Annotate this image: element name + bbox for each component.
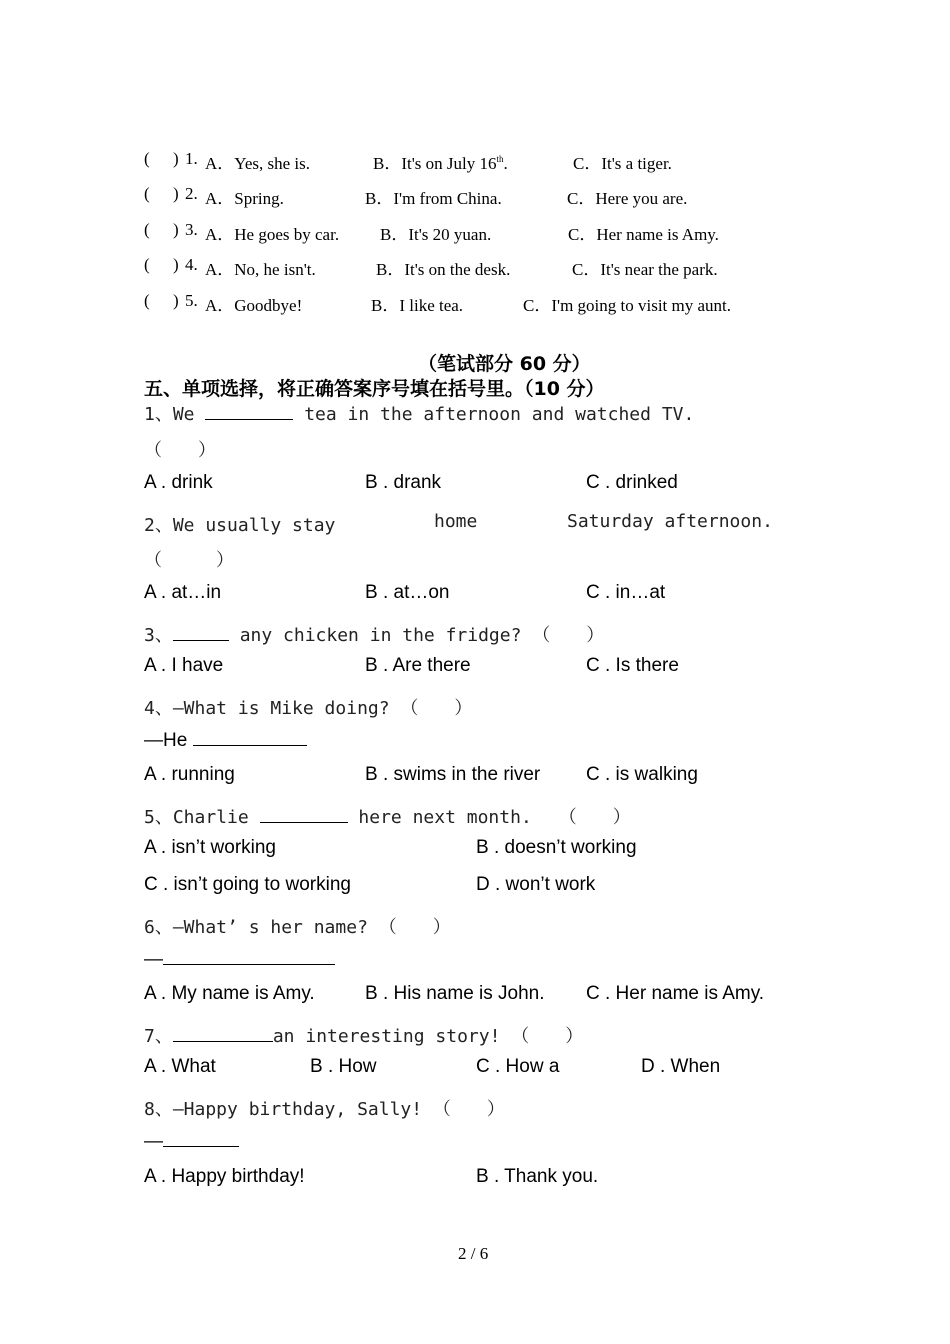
answer-paren: （ ）: [144, 440, 216, 461]
answer-paren: （ ）: [144, 550, 234, 571]
answer-blank[interactable]: [193, 729, 307, 746]
option-c: C．Here you are.: [567, 189, 688, 208]
answer-paren-close: ): [173, 291, 179, 310]
option-c: C . isn’t going to working: [144, 874, 351, 895]
option-c: C . Is there: [586, 655, 679, 676]
section-title: 五、单项选择，将正确答案序号填在括号里。（10 分）: [144, 378, 605, 400]
option-a: A . running: [144, 764, 235, 785]
answer-blank[interactable]: [173, 1025, 273, 1042]
answer-line: —: [144, 948, 335, 971]
option-b: B . His name is John.: [365, 983, 545, 1004]
option-c: C . How a: [476, 1056, 560, 1077]
written-part-header: （笔试部分 60 分）: [418, 353, 591, 375]
option-c: C . in…at: [586, 582, 666, 603]
question-number: 2.: [185, 184, 198, 203]
option-a: A . Happy birthday!: [144, 1166, 305, 1187]
option-c: C . is walking: [586, 764, 698, 785]
answer-blank[interactable]: [205, 403, 293, 420]
question-number: 1.: [185, 149, 198, 168]
answer-paren-open: (: [144, 184, 150, 203]
answer-paren-open: (: [144, 291, 150, 310]
option-c: C．Her name is Amy.: [568, 225, 719, 244]
option-d: D . When: [641, 1056, 721, 1077]
answer-paren-open: (: [144, 220, 150, 239]
option-a: A . I have: [144, 655, 224, 676]
answer-line: —He: [144, 729, 307, 752]
answer-blank[interactable]: [173, 624, 229, 641]
answer-blank[interactable]: [260, 806, 348, 823]
answer-paren-close: ): [173, 255, 179, 274]
page-number: 2 / 6: [458, 1244, 489, 1263]
option-a: A．Spring.: [205, 189, 284, 208]
answer-line: —: [144, 1130, 239, 1153]
question-text: 8、—Happy birthday, Sally! （ ）: [144, 1099, 505, 1120]
question-text: 6、—What’ s her name? （ ）: [144, 917, 451, 938]
answer-paren-open: (: [144, 149, 150, 168]
option-c: C．I'm going to visit my aunt.: [523, 296, 732, 315]
option-b: B . Are there: [365, 655, 471, 676]
option-b: B . drank: [365, 472, 442, 493]
option-b: B．It's on the desk.: [376, 260, 511, 279]
answer-blank[interactable]: [163, 948, 335, 965]
option-a: A．Goodbye!: [205, 296, 303, 315]
option-a: A . isn’t working: [144, 837, 276, 858]
option-b: B．I'm from China.: [365, 189, 502, 208]
option-a: A．He goes by car.: [205, 225, 340, 244]
option-b: B . doesn’t working: [476, 837, 637, 858]
option-c: C．It's near the park.: [572, 260, 718, 279]
option-b: B . How: [310, 1056, 377, 1077]
answer-paren-close: ): [173, 220, 179, 239]
answer-paren-close: ): [173, 184, 179, 203]
question-text-part2: home: [434, 511, 478, 532]
option-b: B．It's 20 yuan.: [380, 225, 492, 244]
question-text: 1、We tea in the afternoon and watched TV.: [144, 404, 695, 425]
answer-paren-close: ): [173, 149, 179, 168]
answer-blank[interactable]: [163, 1130, 239, 1147]
question-text: 5、Charlie here next month. （ ）: [144, 807, 631, 828]
question-number: 4.: [185, 255, 198, 274]
question-text-part3: Saturday afternoon.: [567, 511, 773, 532]
answer-paren-open: (: [144, 255, 150, 274]
question-text: 7、 an interesting story! （ ）: [144, 1026, 584, 1047]
option-a: A . My name is Amy.: [144, 983, 315, 1004]
question-text: 4、—What is Mike doing? （ ）: [144, 698, 473, 719]
option-a: A．Yes, she is.: [205, 154, 311, 173]
option-d: D . won’t work: [476, 874, 596, 895]
option-b: B．I like tea.: [371, 296, 464, 315]
question-number: 3.: [185, 220, 198, 239]
option-c: C . Her name is Amy.: [586, 983, 765, 1004]
option-a: A . What: [144, 1056, 216, 1077]
question-text: 3、 any chicken in the fridge? （ ）: [144, 625, 605, 646]
option-a: A . drink: [144, 472, 213, 493]
option-a: A . at…in: [144, 582, 222, 603]
option-c: C . drinked: [586, 472, 678, 493]
option-b: B . Thank you.: [476, 1166, 599, 1187]
question-number: 5.: [185, 291, 198, 310]
option-b: B . at…on: [365, 582, 450, 603]
question-text-part1: 2、We usually stay: [144, 515, 336, 536]
option-c: C．It's a tiger.: [573, 154, 672, 173]
option-a: A．No, he isn't.: [205, 260, 316, 279]
option-b: B . swims in the river: [365, 764, 541, 785]
option-b: B．It's on July 16th.: [373, 154, 508, 173]
